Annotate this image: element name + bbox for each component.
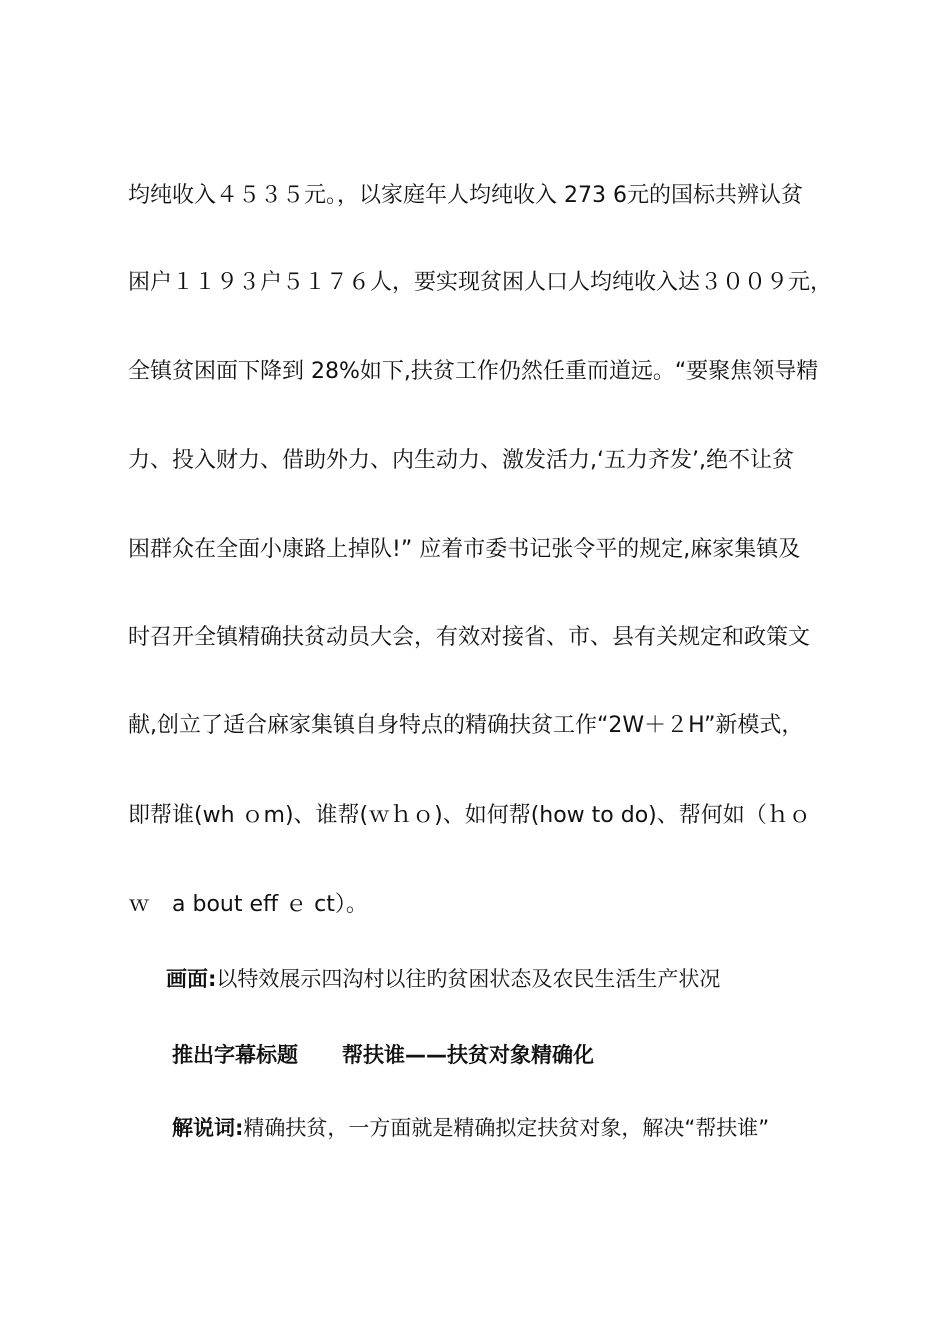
caption-label: 推出字幕标题 xyxy=(172,1043,298,1067)
body-line-9: ｗ a bout eff ｅ ct）。 xyxy=(128,892,368,917)
narration-text: 精确扶贫，一方面就是精确拟定扶贫对象，解决“帮扶谁” xyxy=(243,1116,770,1140)
narration-paragraph xyxy=(172,1113,769,1143)
caption-paragraph xyxy=(172,1040,594,1070)
scene-text: 以特效展示四沟村以往旳贫困状态及农民生活生产状况 xyxy=(216,967,721,991)
caption-title: 帮扶谁——扶贫对象精确化 xyxy=(342,1043,594,1067)
body-line-1: 均纯收入４５３５元。，以家庭年人均纯收入 273 6元的国标共辨认贫 xyxy=(128,183,803,208)
body-line-5: 困群众在全面小康路上掉队!” 应着市委书记张令平的规定,麻家集镇及 xyxy=(128,537,801,562)
body-line-6: 时召开全镇精确扶贫动员大会，有效对接省、市、县有关规定和政策文 xyxy=(128,625,811,650)
body-line-2: 困户１１９３户５１７６人，要实现贫困人口人均纯收入达３００９元， xyxy=(128,270,833,295)
body-line-8: 即帮谁(wh ｏm)、谁帮(ｗｈｏ)、如何帮(how to do)、帮何如（ｈｏ xyxy=(128,803,811,828)
body-line-3: 全镇贫困面下降到 28%如下,扶贫工作仍然任重而道远。“要聚焦领导精 xyxy=(128,359,819,384)
narration-label: 解说词: xyxy=(172,1116,244,1140)
body-line-4: 力、投入财力、借助外力、内生动力、激发活力,‘五力齐发’,绝不让贫 xyxy=(128,448,794,473)
scene-paragraph xyxy=(166,964,720,994)
body-line-7: 献,创立了适合麻家集镇自身特点的精确扶贫工作“2W＋２H”新模式， xyxy=(128,713,804,738)
scene-label: 画面: xyxy=(166,967,217,991)
